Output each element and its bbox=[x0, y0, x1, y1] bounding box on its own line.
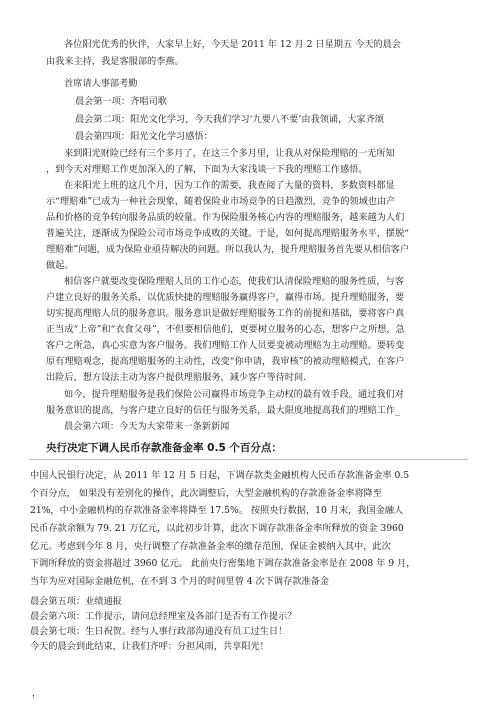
essay-line: 在来阳光上班的这几个月，因为工作的需要，我查阅了大量的资料，多数资料都显 bbox=[64, 180, 395, 191]
essay-line: 正当成“上帝”和“衣食父母”，不但要相信他们，更要树立服务的心态，想客户之所想，急 bbox=[46, 324, 405, 335]
news-line: 当年为应对国际金融危机，在不到 3 个月的时间里曾 4 次下调存款准备金 bbox=[30, 576, 329, 587]
essay-line: 晨会第六项：今天为大家带来一条新新闻 bbox=[64, 421, 230, 432]
agenda-item: 晨会第四项：阳光文化学习感悟： bbox=[75, 131, 213, 142]
essay-line: 原有理赔观念，提高理赔服务的主动性，改变“你申请，我审核”的被动理赔模式，在客户 bbox=[46, 356, 405, 367]
essay-line: 来到阳光财险已经有三个多月了，在这三个多月里，让我从对保险理赔的一无所知 bbox=[64, 148, 395, 159]
essay-line: 做起。 bbox=[46, 260, 74, 271]
agenda-item: 首席请人事部考勤 bbox=[64, 78, 138, 89]
essay-line: ，到今天对理赔工作更加深入的了解，下面为大家浅谈一下我的理赔工作感悟。 bbox=[46, 164, 368, 175]
essay-line: 普遍关注，逐渐成为保险公司市场竞争成败的关键。于是，如何提高理赔服务水平，摆脱“ bbox=[46, 228, 410, 239]
essay-line: 示“理赔难”已成为一种社会现象，随着保险业市场竞争的日趋激烈，竞争的领域也由产 bbox=[46, 196, 396, 207]
agenda-item: 晨会第一项：齐唱司歌 bbox=[75, 96, 167, 107]
essay-line: 客户之所急，真心实意为客户服务。我们理赔工作人员要变被动理赔为主动理赔。要转变 bbox=[46, 340, 405, 351]
agenda-item: 晨会第二项：阳光文化学习，今天我们学习‘九要八不要’由我领诵，大家齐颂 bbox=[75, 114, 385, 125]
intro-line-1: 各位阳光优秀的伙伴，大家早上好，今天是 2011 年 12 月 2 日星期五 今天的晨会 bbox=[64, 39, 401, 50]
news-line: 中国人民银行决定，从 2011 年 12 月 5 日起，下调存款类金融机构人民币存款准备金率 0.5 bbox=[30, 470, 410, 481]
news-line: 21%，中小金融机构的存款准备金率将降至 17.5%。 按照央行数据，10 月末，我国金融人 bbox=[30, 505, 404, 516]
essay-line: 出险后，想方设法主动为客户提供理赔服务，减少客户等待时间. bbox=[46, 372, 307, 383]
essay-line: 户建立良好的服务关系，以优质快捷的理赔服务赢得客户，赢得市场。提升理赔服务，要 bbox=[46, 292, 405, 303]
essay-line: 相信客户就要改变保险理赔人员的工作心态，使我们认清保险理赔的服务性质，与客 bbox=[64, 276, 404, 287]
essay-line: 如今，提升理赔服务是我们保险公司赢得市场竞争主动权的最有效手段。通过我们对 bbox=[64, 389, 404, 400]
essay-line: 品和价格的竞争转向服务品质的较量。作为保险服务核心内容的理赔服务，越来越为人们 bbox=[46, 212, 405, 223]
agenda-item: 晨会第六项：工作提示，请问总经理室及各部门是否有工作提示？ bbox=[30, 611, 297, 622]
essay-line: 服务意识的提高，与客户建立良好的信任与服务关系，最大限度地提高我们的理赔工作_ bbox=[46, 405, 400, 416]
intro-line-2: 由我来主持，我是客服部的李燕。 bbox=[46, 56, 184, 67]
agenda-item: 晨会第五项：业绩通报 bbox=[30, 596, 122, 607]
divider bbox=[30, 459, 468, 460]
news-line: 下调所释放的资金将超过 3960 亿元。 此前央行密集地下调存款准备金率是在 2008 年 9 月， bbox=[30, 558, 416, 569]
news-line: 个百分点， 如果没有差别化的操作，此次调整后，大型金融机构的存款准备金率将降至 bbox=[30, 488, 383, 499]
news-headline: 央行决定下调人民币存款准备金率 0.5 个百分点： bbox=[46, 442, 282, 454]
news-line: 亿元。考虑到今年 8 月，央行调整了存款准备金率的缴存范围，保证金被纳入其中，此次 bbox=[30, 541, 391, 552]
agenda-item: 晨会第七项：生日祝贺。经与人事行政部沟通没有员工过生日！ bbox=[30, 626, 288, 637]
essay-line: 切实提高理赔人员的服务意识。服务意识是做好理赔服务工作的前提和基础，要将客户真 bbox=[46, 308, 405, 319]
footer-mark: ， bbox=[32, 688, 42, 699]
agenda-item: 今天的晨会到此结束，让我们齐呼：分担风雨，共享阳光！ bbox=[30, 641, 269, 652]
essay-line: 理赔难”问题，成为保险业亟待解决的问题。所以我认为，提升理赔服务首先要从相信客户 bbox=[46, 244, 410, 255]
news-line: 民币存款余额为 79. 21 万亿元，以此初步计算，此次下调存款准备金率所释放的资金 3960 bbox=[30, 523, 404, 534]
